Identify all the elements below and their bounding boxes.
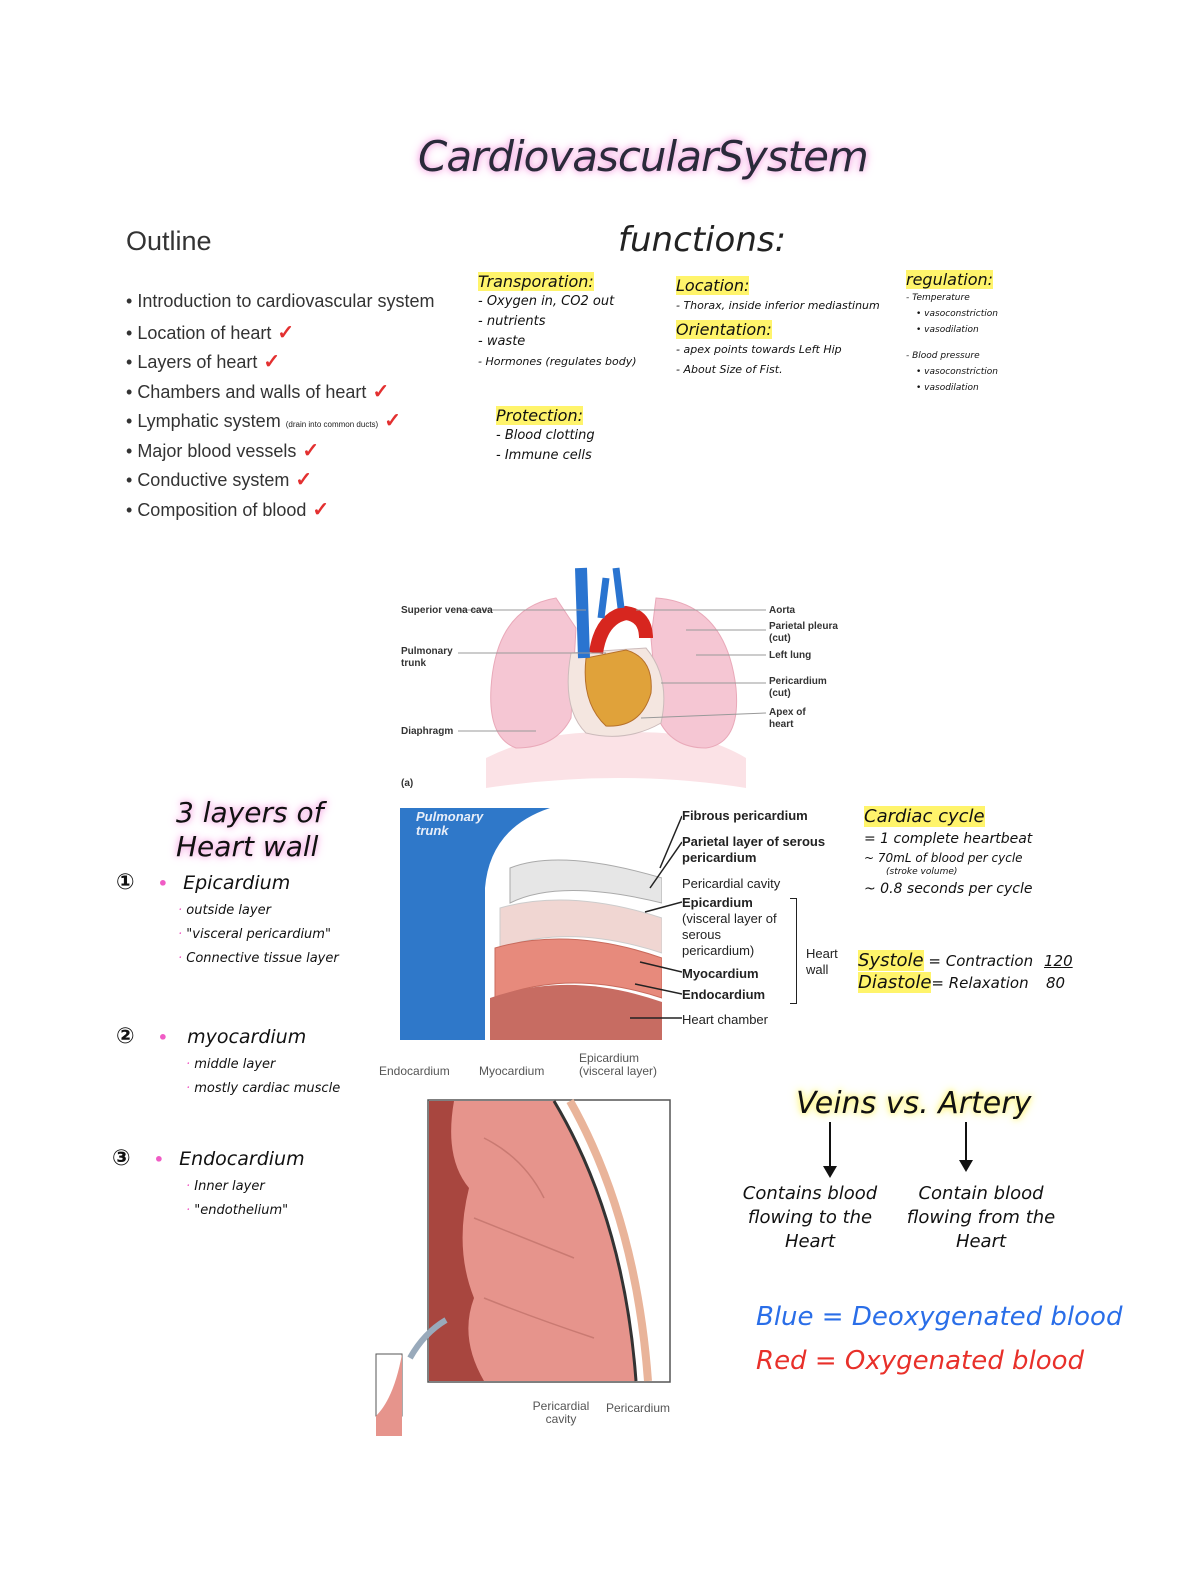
list-item: • vasodilation <box>916 325 979 335</box>
outline-item: • Conductive system ✓ <box>126 467 440 497</box>
myocardium-detail-diagram <box>374 1098 674 1438</box>
check-icon: ✓ <box>384 410 401 432</box>
systole-diastole-notes: Systole = Contraction 120 Diastole= Relaxation 80 <box>858 950 1073 993</box>
protection-column <box>496 406 666 466</box>
list-item: = 1 complete heartbeat <box>864 831 1033 847</box>
arrow-down-icon <box>959 1160 973 1172</box>
list-item: · Connective tissue layer <box>178 951 339 966</box>
regulation-column <box>906 270 1026 396</box>
list-item: - About Size of Fist. <box>676 363 783 376</box>
list-item: • vasoconstriction <box>916 367 998 377</box>
outline-item: • Chambers and walls of heart ✓ <box>126 379 440 409</box>
label-heart-chamber: Heart chamber <box>682 1012 768 1027</box>
check-icon: ✓ <box>295 469 313 491</box>
outline-item: • Major blood vessels ✓ <box>126 438 440 468</box>
check-icon: ✓ <box>263 351 281 373</box>
heart-wall-diagram <box>400 808 662 1040</box>
label-epicardium: Epicardium <box>682 895 753 910</box>
arrows <box>820 1122 980 1182</box>
location-column <box>676 276 896 380</box>
list-item: • vasoconstriction <box>916 309 998 319</box>
check-icon: ✓ <box>277 321 295 344</box>
heart-wall-bracket <box>790 898 797 1004</box>
layer-endocardium: ③ • Endocardium · Inner layer · "endothelium" <box>112 1146 305 1223</box>
label-apex: Apex of heart <box>769 707 806 730</box>
label-endocardium: Endocardium <box>682 987 766 1002</box>
list-item: · "endothelium" <box>186 1203 289 1218</box>
check-icon: ✓ <box>312 498 330 521</box>
label-heart-wall: Heart wall <box>806 946 838 977</box>
list-item: - Temperature <box>906 293 970 303</box>
lymph-note: (drain into common ducts) <box>285 420 379 429</box>
label-endocardium-detail: Endocardium <box>379 1064 450 1078</box>
label-myocardium: Myocardium <box>682 966 759 981</box>
outline-item: • Introduction to cardiovascular system <box>126 290 440 320</box>
protection-head: Protection: <box>496 406 583 425</box>
number-2: ② <box>116 1024 135 1049</box>
label-pericardium: Pericardium (cut) <box>769 676 827 699</box>
cardiac-cycle-head: Cardiac cycle <box>864 806 985 827</box>
label-parietal-layer: Parietal layer of serous pericardium <box>682 834 826 865</box>
list-item: - Hormones (regulates body) <box>478 355 637 368</box>
outline-list <box>126 290 440 526</box>
veins-description: Contains blood flowing to the Heart <box>742 1183 878 1252</box>
list-item: - Thorax, inside inferior mediastinum <box>676 299 880 312</box>
arrow-down-icon <box>823 1166 837 1178</box>
right-lung-shape <box>491 598 576 748</box>
transportation-head: Transporation: <box>478 272 594 291</box>
label-myocardium-detail: Myocardium <box>479 1064 545 1078</box>
outline-item: • Location of heart ✓ <box>126 320 440 350</box>
list-item: - apex points towards Left Hip <box>676 343 842 356</box>
outline-item: • Layers of heart ✓ <box>126 349 440 379</box>
label-fibrous-pericardium: Fibrous pericardium <box>682 808 808 823</box>
label-pericardial-cavity: Pericardial cavity <box>682 876 781 891</box>
list-item: · mostly cardiac muscle <box>186 1081 341 1096</box>
list-item: ~ 0.8 seconds per cycle <box>864 881 1033 897</box>
bp-bottom: 80 <box>1046 974 1066 992</box>
check-icon: ✓ <box>372 380 390 403</box>
regulation-head: regulation: <box>906 270 994 289</box>
label-left-lung: Left lung <box>769 650 812 661</box>
location-head: Location: <box>676 276 750 295</box>
page-title: CardiovascularSystem <box>418 132 868 181</box>
outline-heading: Outline <box>126 226 212 256</box>
list-item: · outside layer <box>178 903 271 918</box>
list-item: - Blood pressure <box>906 351 980 361</box>
list-item: (stroke volume) <box>886 867 958 877</box>
bp-top: 120 <box>1044 952 1073 970</box>
pulmonary-trunk-label: Pulmonary trunk <box>416 809 484 838</box>
label-epicardium-detail: Epicardium (visceral layer) <box>579 1051 658 1078</box>
layer-myocardium: ② • myocardium · middle layer · mostly cardiac muscle <box>116 1024 340 1101</box>
list-item: · Inner layer <box>186 1179 265 1194</box>
label-visceral-layer: (visceral layer of serous pericardium) <box>682 911 777 958</box>
list-item: - Oxygen in, CO2 out <box>478 294 615 309</box>
list-item: - waste <box>478 334 526 349</box>
artery-description: Contain blood flowing from the Heart <box>906 1183 1056 1252</box>
red-legend: Red = Oxygenated blood <box>756 1346 1085 1376</box>
number-1: ① <box>116 870 135 895</box>
list-item: - Blood clotting <box>496 428 595 443</box>
blue-legend: Blue = Deoxygenated blood <box>756 1302 1123 1332</box>
label-superior-vena-cava: Superior vena cava <box>401 605 493 616</box>
list-item: - Immune cells <box>496 448 592 463</box>
veins-artery-title: Veins vs. Artery <box>796 1086 1032 1121</box>
check-icon: ✓ <box>302 439 320 462</box>
list-item: · "visceral pericardium" <box>178 927 331 942</box>
layers-title: 3 layers of Heart wall <box>176 796 324 863</box>
list-item: - nutrients <box>478 314 546 329</box>
layer-epicardium: ① • Epicardium · outside layer · "visceral pericardium" · Connective tissue layer <box>116 870 339 971</box>
aorta-shape <box>596 613 646 653</box>
systole-label: Systole <box>858 950 924 971</box>
functions-heading: functions: <box>618 220 787 260</box>
label-pulmonary-trunk: Pulmonary trunk <box>401 646 453 669</box>
label-aorta: Aorta <box>769 605 796 616</box>
vena-cava-shape <box>581 568 584 658</box>
label-diaphragm: Diaphragm <box>401 726 454 737</box>
label-pericardial-cavity-detail: Pericardial cavity <box>532 1399 590 1426</box>
transportation-column <box>478 272 668 372</box>
outline-item: • Composition of blood ✓ <box>126 497 440 527</box>
label-parietal-pleura: Parietal pleura (cut) <box>769 621 838 644</box>
list-item: ~ 70mL of blood per cycle <box>864 851 1023 865</box>
outline-item: • Lymphatic system (drain into common ducts) ✓ <box>126 408 440 438</box>
number-3: ③ <box>112 1146 131 1171</box>
cardiac-cycle-notes <box>864 806 1084 900</box>
orientation-head: Orientation: <box>676 320 772 339</box>
leader-lines <box>630 812 682 1024</box>
list-item: · middle layer <box>186 1057 276 1072</box>
diagram-caption: (a) <box>401 778 414 789</box>
list-item: • vasodilation <box>916 383 979 393</box>
left-lung-shape <box>651 598 737 748</box>
diastole-label: Diastole <box>858 972 932 993</box>
label-pericardium-detail: Pericardium <box>606 1401 671 1415</box>
